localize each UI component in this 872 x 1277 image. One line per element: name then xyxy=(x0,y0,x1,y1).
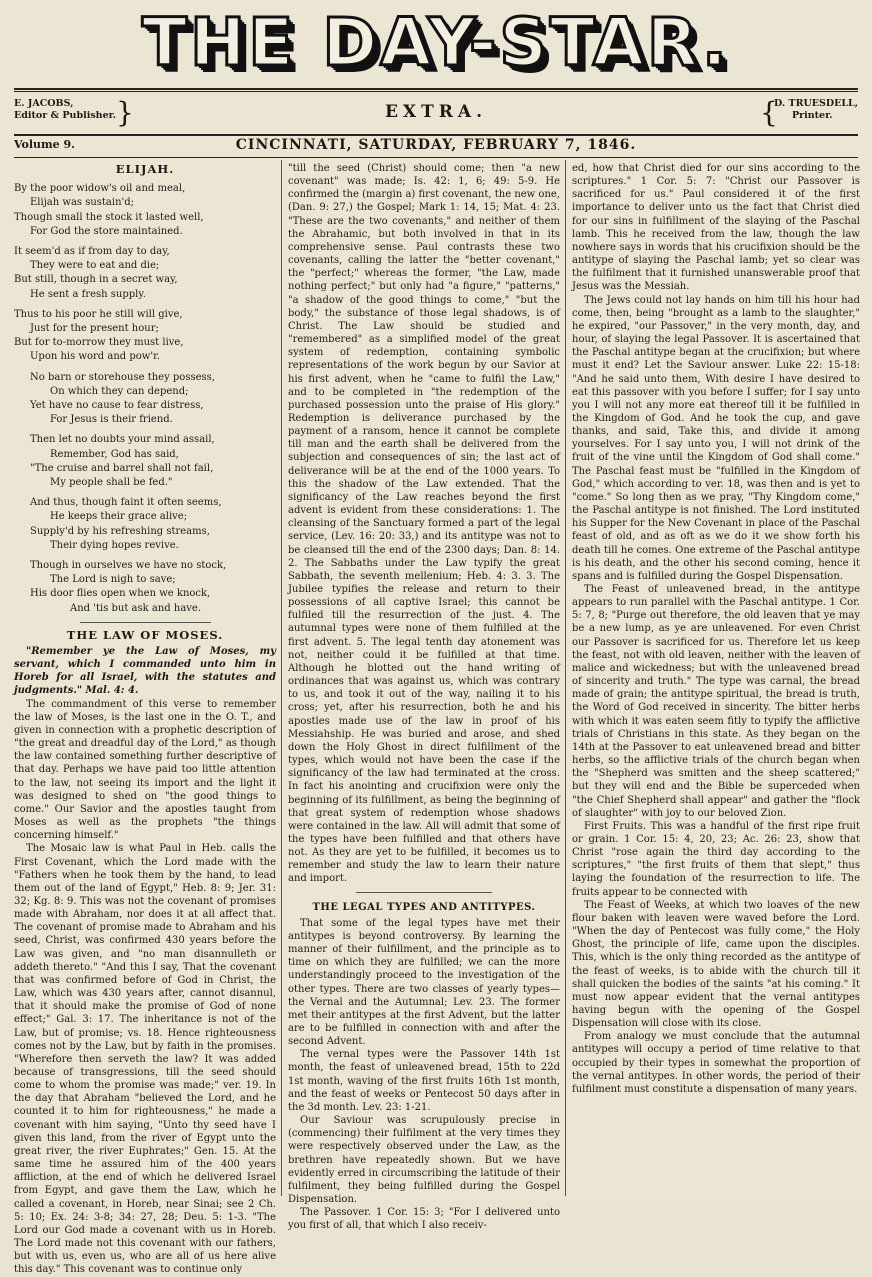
poem-line: He sent a fresh supply. xyxy=(30,288,146,300)
brace-icon: } xyxy=(116,96,134,129)
poem-line: By the poor widow's oil and meal, xyxy=(14,183,186,195)
poem-line: It seem'd as if from day to day, xyxy=(14,245,170,257)
article-paragraph: ed, how that Christ died for our sins according to the scriptures." 1 Cor. 5: 7: "Christ our Passover is sacrificed for us." Paul considered it of the first importance to deliver unto us the fact that Christ died for our sins in fulfillment of the slaying of the Paschal lamb. This he received from the law, though the law nowhere says in words that his crucifixion should be the antitype of slaying the Paschal lamb; yet so clear was the fulfilment that it furnished unanswerable proof that Jesus was the Messiah. xyxy=(572,163,860,293)
poem-line: But for to-morrow they must live, xyxy=(14,337,184,349)
editor-role: Editor & Publisher. xyxy=(14,110,117,121)
poem-line: Though in ourselves we have no stock, xyxy=(30,560,227,572)
brace-icon: { xyxy=(759,96,778,129)
edition-label: EXTRA. xyxy=(384,102,488,122)
poem-line: They were to eat and die; xyxy=(30,260,160,272)
article-paragraph: The Passover. 1 Cor. 15: 3; "For I delivered unto you first of all, that which I also receiv- xyxy=(288,1207,560,1232)
poem-line: Though small the stock it lasted well, xyxy=(14,211,204,223)
poem-line: On which they can depend; xyxy=(50,385,189,397)
poem-line: Their dying hopes revive. xyxy=(50,539,179,551)
article-paragraph: "till the seed (Christ) should come; then "a new covenant" was made; Is. 42: 1, 6; 49: 5-9. He confirmed the (margin a) first covenant, the new one, (Dan. 9: 27,) the Gospel; Mark 1: 14, 15; Mat. 4: 23. "These are the two covenants," and neither of them the Abrahamic, but both involved in that in its comprehensive sense. Paul contrasts these two covenants, calling the latter the "better covenant," the "perfect;" whereas the former, "the Law, made nothing perfect;" but only had "a figure," "patterns," "a shadow of the good things to come," "but the body," the substance of those legal shadows, is of Christ. The Law should be studied and "remembered" as a simplified model of the great system of redemption, containing symbolic representations of the work begun by our Savior at his first advent, when he "came to fulfil the Law," and to be completed in "the redemption of the purchased possession unto the praise of His glory." Redemption is deliverance purchased by the payment of a ransom, hence it cannot be complete till man and the earth shall be delivered from the subjection and consequences of sin; the last act of deliverance will be at the end of the 1000 years. To this the shadow of the Law extended. That the significancy of the Law reaches beyond the first advent is evident from these considerations: 1. The cleansing of the Sanctuary formed a part of the legal service, (Lev. 16: 20: 33,) and its antitype was not to be cleansed till the end of the 2300 days; Dan. 8: 14. 2. The Sabbaths under the Law typify the great Sabbath, the seventh mellenium; Heb. 4: 3. 3. The Jubilee typifies the release and return to their possessions of all captive Israel; this cannot be fulfiled till the resurrection of the just. 4. The autumnal types were none of them fulfilled at the first advent. 5. The legal tenth day atonement was not, neither could it be fulfilled at that time. Although he blotted out the hand writing of ordinances that was against us, which was contrary to us, and took it out of the way, nailing it to his cross; yet, after his resurrection, both he and his apostles made use of the law in proof of his Messiahship. He was buried and arose, and shed down the Holy Ghost in direct fulfillment of the types, which would not have been the case if the significancy of the law had terminated at the cross. In fact his anointing and crucifixion were only the beginning of its fulfillment, as being the beginning of that great system of redemption whose shadows were contained in the law. All will admit that some of the types have been fulfilled and that others have not. As they are yet to be fulfilled, it becomes us to remember and study the law to learn their nature and import. xyxy=(288,163,560,885)
poem-stanza xyxy=(14,496,276,553)
article-paragraph: First Fruits. This was a handful of the first ripe fruit or grain. 1 Cor. 15: 4, 20, 23; Ac. 26: 23, show that Christ "rose again the third day according to the scriptures," "the first fruits of them that slept," thus laying the foundation of the resurrection to life. The fruits appear to be connected with xyxy=(572,820,860,898)
poem-line: Supply'd by his refreshing streams, xyxy=(30,525,210,537)
poem-line: Thus to his poor he still will give, xyxy=(14,308,183,320)
poem-stanza xyxy=(14,371,276,428)
poem-stanza xyxy=(14,308,276,365)
poem-line: Yet have no cause to fear distress, xyxy=(30,400,204,411)
column-2 xyxy=(288,162,560,1232)
column-divider xyxy=(281,160,282,1196)
article-paragraph: The Mosaic law is what Paul in Heb. calls the First Covenant, which the Lord made with the "Fathers when he took them by the hand, to lead them out of the land of Egypt," Heb. 8: 9; Jer. 31: 32; Kg. 8: 9. This was not the covenant of promises made with Abraham, nor does it at all affect that. The covenant of promise made to Abraham and his seed, Christ, was confirmed 430 years before the Law was given, and "no man disannulleth or addeth thereto." "And this I say, That the covenant that was confirmed before of God in Christ, the Law, which was 430 years after, cannot disannul, that it should make the promise of God of none effect;" Gal. 3: 17. The inheritance is not of the Law, but of promise; vs. 18. Hence righteousness comes not by the Law, but by faith in the promises. "Wherefore then serveth the law? It was added because of transgressions, till the seed should come to whom the promise was made;" ver. 19. In the day that Abraham "believed the Lord, and he counted it to him for righteousness," he made a covenant with him saying, "Unto thy seed have I given this land, from the river of Egypt unto the great river, the river Euphrates;" Gen. 15. At the same time he assured him of the 400 years affliction, at the end of which he delivered Israel from Egypt, and gave them the Law, which he called a covenant, in Horeb, near Sinai; see 2 Ch. 5: 10; Ex. 24: 3-8; 34: 27, 28; Deu. 5: 1-3. "The Lord our God made a covenant with us in Horeb. The Lord made not this covenant with our fathers, but with us, even us, who are all of us here alive this day." This covenant was to continue only xyxy=(14,843,276,1276)
poem-line: He keeps their grace alive; xyxy=(50,511,188,523)
poem-line: Just for the present hour; xyxy=(30,322,159,334)
masthead-rule-top-thin xyxy=(14,91,858,92)
printer-role: Printer. xyxy=(791,110,833,121)
poem-line: But still, though in a secret way, xyxy=(14,274,178,286)
poem-stanza xyxy=(14,182,276,239)
volume-number: Volume 9. xyxy=(14,138,75,151)
printer-name: D. TRUESDELL, xyxy=(773,98,858,109)
poem-stanza xyxy=(14,245,276,302)
column-divider xyxy=(565,160,566,1196)
article-paragraph: The Feast of unleavened bread, in the antitype appears to run parallel with the Paschal antitype. 1 Cor. 5: 7, 8; "Purge out therefore, the old leaven that ye may be a new lump, as ye are unleavened. For even Christ our Passover is sacrificed for us. Therefore let us keep the feast, not with old leaven, neither with the leaven of malice and wickedness; but with the unleavened bread of sincerity and truth." The type was carnal, the bread made of grain; the antitype spiritual, the bread is truth, the Word of God received in sincerity. The bitter herbs with which it was eaten seem fitly to typify the afflictive trials of Christians in this state. As they began on the 14th at the Passover to eat unleavened bread and bitter herbs, so the afflictive trials of the church began when the "Shepherd was smitten and the sheep scattered;" but they will end and the Bible be superceded when "the Chief Shepherd shall appear" and gather the "flock of slaughter" with joy to our beloved Zion. xyxy=(572,584,860,819)
poem-line: For God the store maintained. xyxy=(30,225,183,237)
article-paragraph: The Jews could not lay hands on him till his hour had come, then, being "brought as a lamb to the slaughter," he expired, "our Passover," in the very month, day, and hour, of slaying the legal Passover. It is ascertained that the Paschal antitype began at the crucifixion; but where must it end? Let the Saviour answer. Luke 22: 15-18: "And he said unto them, With desire I have desired to eat this passover with you before I suffer; for I say unto you I will not any more eat thereof till it be fulfilled in the Kingdom of God. And he took the cup, and gave thanks, and said, Take this, and divide it among yourselves. For I say unto you, I will not drink of the fruit of the vine until the Kingdom of God shall come." The Paschal feast must be "fulfilled in the Kingdom of God," which according to ver. 18, was then and is yet to "come." So long then as we pray, "Thy Kingdom come," the Paschal antitype is not finished. The Lord instituted his Supper for the New Covenant in place of the Paschal feast of old, and as oft as we do it we show forth his death till he comes. One extreme of the Paschal antitype is his death, and the other his second coming, hence it spans and is fulfilled during the Gospel Dispensation. xyxy=(572,294,860,582)
poem-line: Elijah was sustain'd; xyxy=(30,197,135,209)
poem-line: And thus, though faint it often seems, xyxy=(30,497,222,509)
poem-line: "The cruise and barrel shall not fail, xyxy=(30,462,214,474)
poem-line: No barn or storehouse they possess, xyxy=(30,371,215,383)
poem-line: The Lord is nigh to save; xyxy=(50,574,176,586)
section-divider xyxy=(356,892,492,893)
printer-block xyxy=(759,96,858,129)
masthead xyxy=(0,2,872,84)
poem-line: His door flies open when we knock, xyxy=(30,588,211,600)
article-paragraph: The commandment of this verse to remember the law of Moses, is the last one in the O. T., and given in connection with a prophetic description of "the great and dreadful day of the Lord," as though the law contained something further descriptive of that day. Perhaps we have paid too little attention to the law, not seeing its import and the light it was designed to shed on "the good things to come." Our Savior and the apostles taught from Moses as well as the prophets "the things concerning himself." xyxy=(14,698,276,842)
dateline-rule-bottom xyxy=(14,157,858,158)
poem-stanza xyxy=(14,433,276,490)
dateline-rule-top xyxy=(14,134,858,136)
newspaper-title: THE DAY-STAR. xyxy=(142,4,730,81)
poem-line: For Jesus is their friend. xyxy=(50,414,173,426)
article-paragraph: That some of the legal types have met their antitypes is beyond controversy. By learning the manner of their fulfillment, and the principle as to time on which they are fulfilled; we can the more understandingly proceed to the investigation of the other types. There are two classes of yearly types—the Vernal and the Autumnal; Lev. 23. The former met their antitypes at the first Advent, but the latter are to be fulfilled in connection with and after the second Advent. xyxy=(288,917,560,1048)
column-3 xyxy=(572,162,860,1196)
poem-title: ELIJAH. xyxy=(115,162,175,176)
poem-line: Then let no doubts your mind assail, xyxy=(30,434,215,446)
poem-stanza xyxy=(14,559,276,616)
article-paragraph: From analogy we must conclude that the autumnal antitypes will occupy a period of time relative to that occupied by their types in somewhat the proportion of the vernal antitypes. In other words, the period of their fulfilment must constitute a dispensation of many years. xyxy=(572,1031,860,1095)
poem-line: My people shall be fed." xyxy=(50,477,173,489)
section-divider xyxy=(80,622,211,623)
article-epigraph: "Remember ye the Law of Moses, my servant, which I commanded unto him in Horeb for all Israel, with the statutes and judgments." Mal. 4: 4. xyxy=(14,646,276,697)
article-title: THE LAW OF MOSES. xyxy=(66,627,224,642)
issue-date: CINCINNATI, SATURDAY, FEBRUARY 7, 1846. xyxy=(235,137,637,153)
article-paragraph: The Feast of Weeks, at which two loaves of the new flour baken with leaven were waved before the Lord. "When the day of Pentecost was fully come," the Holy Ghost, the principle of life, came upon the disciples. This, which is the only thing recorded as the antitype of the feast of weeks, is to abide with the church till it shall quicken the bodies of the saints "at his coming." It must now appear evident that the vernal antitypes having begun with the opening of the Gospel Dispensation will close with its close. xyxy=(572,899,860,1030)
poem-line: And 'tis but ask and have. xyxy=(70,602,202,614)
article-subheading: THE LEGAL TYPES AND ANTITYPES. xyxy=(312,901,536,913)
dateline xyxy=(14,137,858,157)
poem-line: Upon his word and pow'r. xyxy=(30,351,160,363)
article-paragraph: Our Saviour was scrupulously precise in (commencing) their fulfilment at the very times they were respectively observed under the Law, as the brethren have repeatedly shown. But we have evidently erred in circumscribing the latitude of their fulfilment, they being fulfilled during the Gospel Dispensation. xyxy=(288,1115,560,1206)
column-1 xyxy=(14,162,276,1276)
editor-name: E. JACOBS, xyxy=(14,98,74,109)
masthead-rule-top xyxy=(14,88,858,90)
article-paragraph: The vernal types were the Passover 14th 1st month, the feast of unleavened bread, 15th to 22d 1st month, waving of the first fruits 16th 1st month, and the feast of weeks or Pentecost 50 days after in the 3d month. Lev. 23: 1-21. xyxy=(288,1049,560,1113)
poem xyxy=(14,182,276,616)
poem-line: Remember, God has said, xyxy=(50,448,179,460)
masthead-subrow xyxy=(14,96,858,132)
